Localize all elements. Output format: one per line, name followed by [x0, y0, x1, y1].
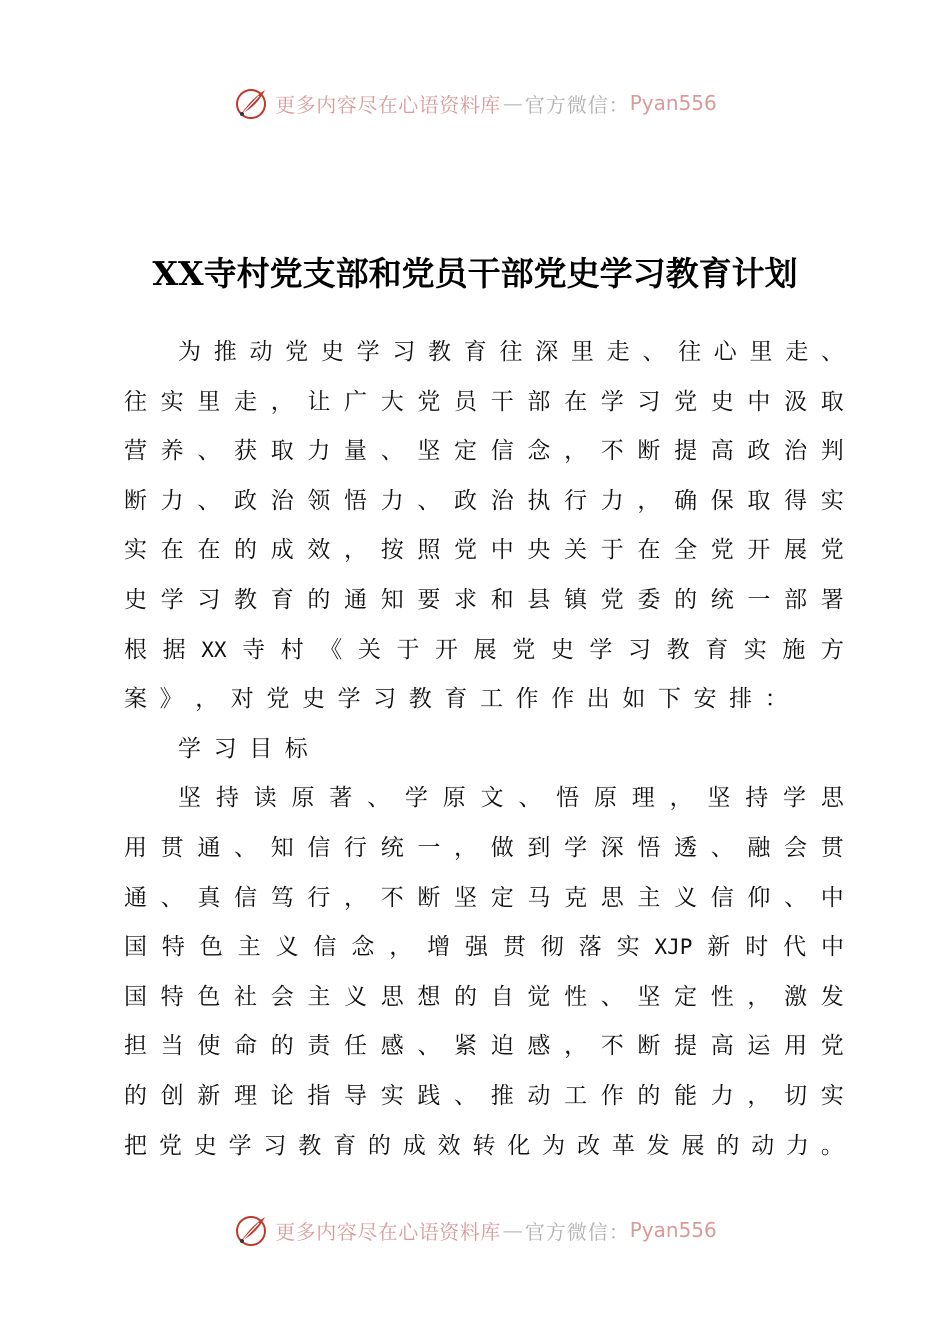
text-line: 往 实 里 走 ， 让 广 大 党 员 干 部 在 学 习 党 史 中 汲 取 [124, 388, 844, 415]
text-line: 根 据 XX 寺 村 《 关 于 开 展 党 史 学 习 教 育 实 施 方 [124, 636, 844, 663]
text-line: 的 创 新 理 论 指 导 实 践 、 推 动 工 作 的 能 力 ， 切 实 [124, 1082, 844, 1109]
text-line: 坚 持 读 原 著 、 学 原 文 、 悟 原 理 ， 坚 持 学 思 [178, 785, 844, 812]
text-line: 国 特 色 社 会 主 义 思 想 的 自 觉 性 、 坚 定 性 ， 激 发 [124, 983, 844, 1010]
text-line: 实 在 在 的 成 效 ， 按 照 党 中 央 关 于 在 全 党 开 展 党 [124, 537, 844, 564]
text-line: 营 养 、 获 取 力 量 、 坚 定 信 念 ， 不 断 提 高 政 治 判 [124, 438, 844, 465]
text-line: 断 力 、 政 治 领 悟 力 、 政 治 执 行 力 ， 确 保 取 得 实 [124, 487, 844, 514]
text-line: 通 、 真 信 笃 行 ， 不 断 坚 定 马 克 思 主 义 信 仰 、 中 [124, 884, 844, 911]
document-title: XX寺村党支部和党员干部党史学习教育计划 [152, 254, 798, 293]
watermark-label: 更多内容尽在心语资料库 [275, 92, 501, 117]
text-line: 用 贯 通 、 知 信 行 统 一 ， 做 到 学 深 悟 透 、 融 会 贯 [124, 834, 844, 861]
text-line: 案 》 ， 对 党 史 学 习 教 育 工 作 作 出 如 下 安 排 ： [124, 686, 788, 713]
watermark-wechat-id: Pyan556 [629, 91, 717, 115]
watermark-label: 更多内容尽在心语资料库 [275, 1219, 501, 1244]
watermark-separator: — [502, 91, 523, 115]
watermark-wechat-id: Pyan556 [629, 1218, 717, 1242]
watermark-official: 官方微信： [524, 1219, 630, 1244]
section-heading: 学 习 目 标 [178, 735, 308, 762]
text-line: 史 学 习 教 育 的 通 知 要 求 和 县 镇 党 委 的 统 一 部 署 [124, 586, 844, 613]
feather-pen-logo-icon [233, 1211, 271, 1249]
footer-watermark [0, 1210, 950, 1250]
document-body [124, 328, 844, 1171]
text-line: 把 党 史 学 习 教 育 的 成 效 转 化 为 改 革 发 展 的 动 力 。 [124, 1132, 844, 1159]
feather-pen-logo-icon [233, 84, 271, 122]
header-watermark [0, 83, 950, 123]
watermark-official: 官方微信： [524, 92, 630, 117]
text-line: 担 当 使 命 的 责 任 感 、 紧 迫 感 ， 不 断 提 高 运 用 党 [124, 1033, 844, 1060]
text-line: 为 推 动 党 史 学 习 教 育 往 深 里 走 、 往 心 里 走 、 [178, 339, 844, 365]
text-line: 国 特 色 主 义 信 念 ， 增 强 贯 彻 落 实 XJP 新 时 代 中 [124, 934, 844, 961]
watermark-separator: — [502, 1218, 523, 1242]
